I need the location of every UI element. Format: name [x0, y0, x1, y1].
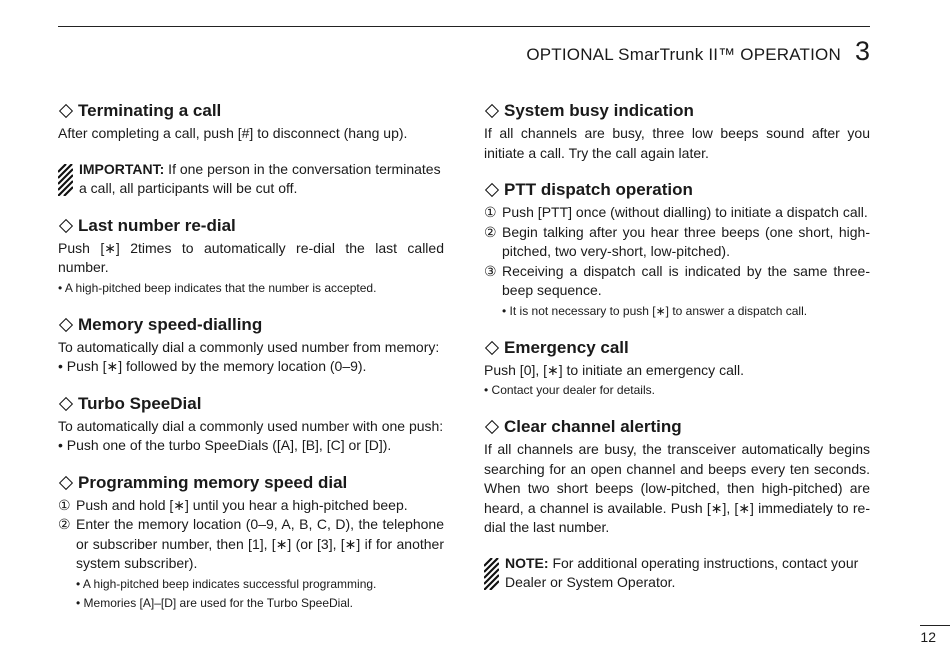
section-note: • A high-pitched beep indicates that the number is accepted. — [58, 280, 377, 295]
section-heading: Emergency call — [504, 337, 629, 357]
step — [484, 203, 870, 223]
section-heading: Last number re-dial — [78, 215, 236, 235]
section-ptt — [484, 179, 870, 321]
section-note: • Memories [A]–[D] are used for the Turbo SpeeDial. — [76, 595, 353, 610]
section-heading: Programming memory speed dial — [78, 472, 348, 492]
diamond-icon — [485, 340, 499, 354]
section-bullet: • Push [∗] followed by the memory location (0–9). — [58, 358, 367, 374]
section-emergency — [484, 337, 870, 401]
page-header — [526, 36, 870, 67]
section-text: To automatically dial a commonly used number from memory: — [58, 338, 440, 355]
step-text: Begin talking after you hear three beeps (one short, high-pitched, two very-short, low-pitched). — [502, 223, 870, 259]
section-redial — [58, 215, 444, 298]
section-note: • It is not necessary to push [∗] to answer a dispatch call. — [502, 303, 808, 318]
section-heading: Clear channel alerting — [504, 417, 682, 436]
section-text: If all channels are busy, three low beeps sound after you initiate a call. Try the call again later. — [484, 125, 870, 161]
section-bullet: • Push one of the turbo SpeeDials ([A], [B], [C] or [D]). — [58, 437, 392, 453]
step-text: Push [PTT] once (without dialling) to initiate a dispatch call. — [502, 204, 868, 220]
diamond-icon — [59, 218, 73, 232]
step — [484, 223, 870, 262]
section-heading: Turbo SpeeDial — [78, 393, 202, 413]
hatch-icon — [484, 558, 499, 590]
step-number: ③ — [484, 262, 497, 279]
diamond-icon — [59, 104, 73, 118]
top-rule — [58, 26, 870, 27]
step-text: Enter the memory location (0–9, A, B, C, D), the telephone or subscriber number, then [1], [∗] (or [3], [∗] if for another system subscriber). — [76, 516, 444, 571]
step-number: ① — [58, 496, 71, 513]
section-text: If all channels are busy, the transceiver automatically begins searching for an open channel and beeps every ten seconds. When two short beeps (low-pitched, then high-pitched) are heard, a channel is available. Push [∗], [∗] immediately to re-dial the last number. — [484, 441, 870, 535]
section-memory — [58, 314, 444, 377]
left-column — [58, 100, 444, 629]
diamond-icon — [59, 475, 73, 489]
section-heading: Memory speed-dialling — [78, 314, 263, 334]
step-number: ② — [58, 516, 71, 532]
important-note — [58, 160, 444, 199]
section-programming — [58, 472, 444, 613]
step — [484, 262, 870, 301]
diamond-icon — [485, 183, 499, 197]
section-turbo — [58, 393, 444, 456]
step-number: ① — [484, 204, 497, 220]
step-text: Receiving a dispatch call is indicated by the same three-beep sequence. — [502, 262, 870, 298]
chapter-number: 3 — [854, 36, 870, 66]
section-heading: System busy indication — [504, 101, 694, 120]
header-title: OPTIONAL SmarTrunk II™ OPERATION — [526, 45, 841, 64]
important-label: IMPORTANT: — [79, 160, 165, 177]
diamond-icon — [485, 420, 499, 434]
important-text: If one person in the conversation terminates a call, all participants will be cut off. — [79, 160, 441, 196]
step-text: Push and hold [∗] until you hear a high-pitched beep. — [76, 496, 408, 513]
section-clear-channel — [484, 416, 870, 538]
section-note: • A high-pitched beep indicates successful programming. — [76, 576, 377, 591]
section-text: To automatically dial a commonly used number with one push: — [58, 417, 444, 434]
section-text: Push [0], [∗] to initiate an emergency call. — [484, 361, 744, 378]
step — [58, 496, 444, 516]
page-number-rule — [920, 625, 950, 626]
operating-note — [484, 554, 870, 593]
right-column — [484, 100, 870, 609]
diamond-icon — [59, 317, 73, 331]
step — [58, 515, 444, 574]
section-heading: PTT dispatch operation — [504, 180, 693, 199]
section-terminating — [58, 100, 444, 144]
step-number: ② — [484, 223, 497, 240]
page-number: 12 — [920, 629, 936, 645]
section-text: Push [∗] 2times to automatically re-dial the last called number. — [58, 239, 444, 275]
diamond-icon — [485, 104, 499, 118]
note-text: For additional operating instructions, contact your Dealer or System Operator. — [505, 554, 859, 590]
section-note: • Contact your dealer for details. — [484, 383, 655, 397]
section-text: After completing a call, push [#] to disconnect (hang up). — [58, 125, 408, 141]
section-busy — [484, 100, 870, 163]
note-label: NOTE: — [505, 554, 549, 571]
hatch-icon — [58, 164, 73, 196]
section-heading: Terminating a call — [78, 101, 222, 120]
diamond-icon — [59, 396, 73, 410]
